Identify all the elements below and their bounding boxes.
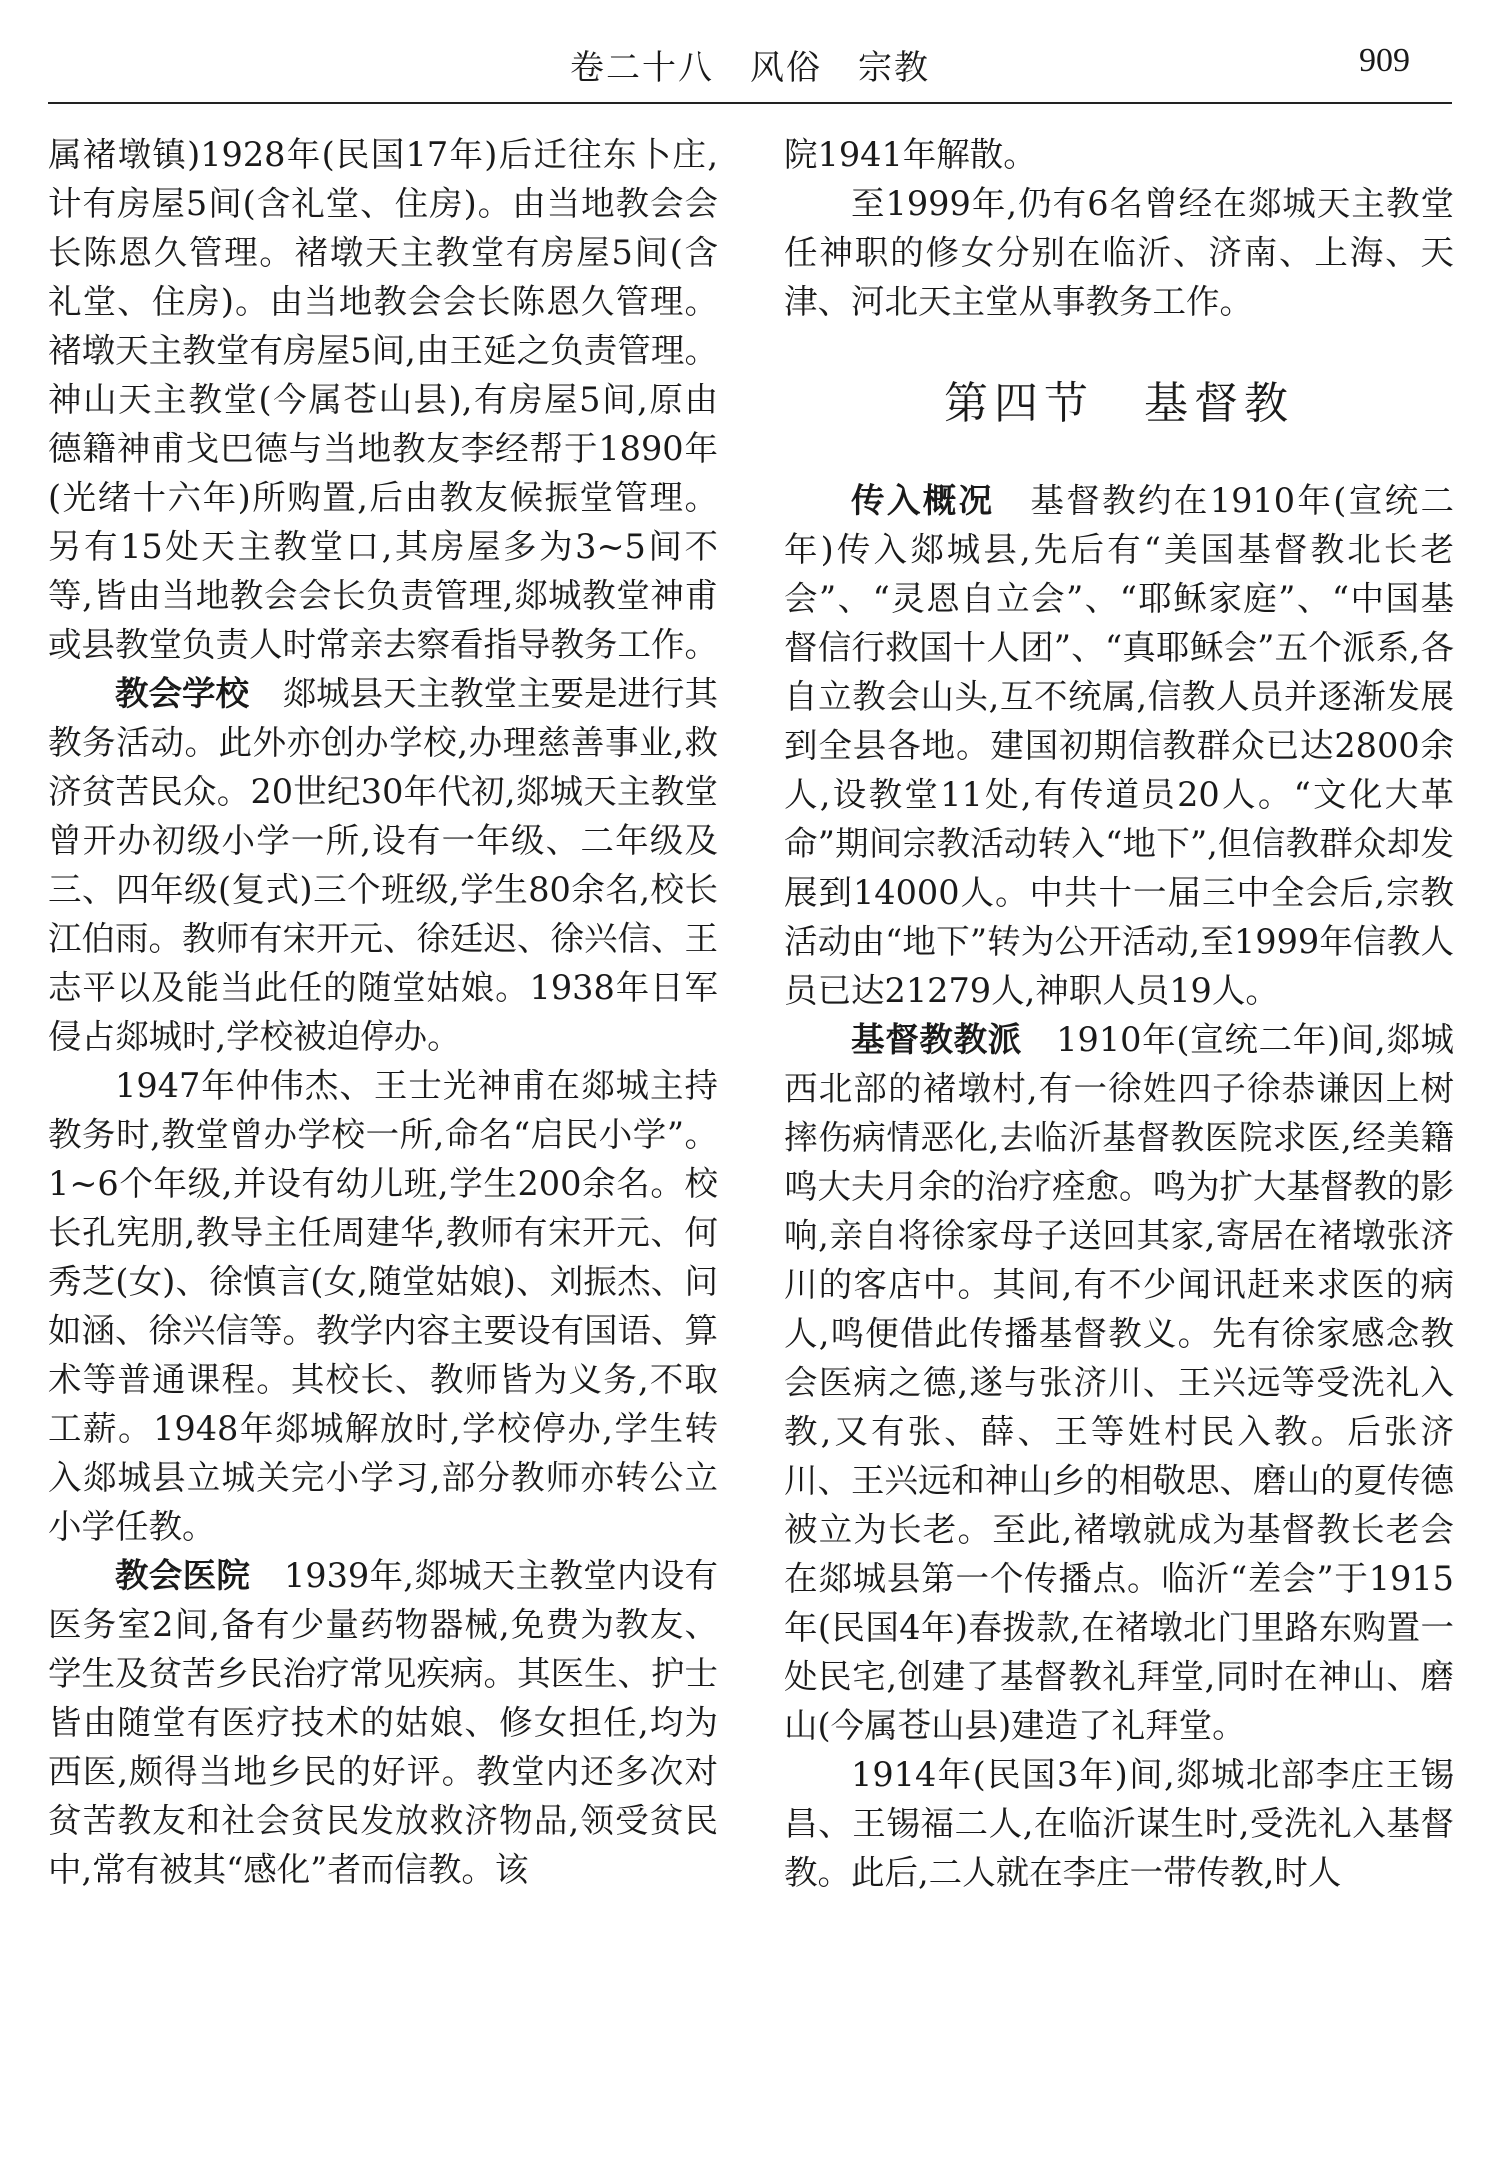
left-column	[48, 130, 718, 1894]
paragraph	[48, 1551, 718, 1894]
paragraph: 至1999年,仍有6名曾经在郯城天主教堂任神职的修女分别在临沂、济南、上海、天津、河北天主堂从事教务工作。	[784, 184, 1454, 321]
section-title: 第四节 基督教	[944, 378, 1294, 429]
paragraph-text: 1910年(宣统二年)间,郯城西北部的褚墩村,有一徐姓四子徐恭谦因上树摔伤病情恶化,去临沂基督教医院求医,经美籍鸣大夫月余的治疗痊愈。鸣为扩大基督教的影响,亲自将徐家母子送回其家,寄居在褚墩张济川的客店中。其间,有不少闻讯赶来求医的病人,鸣便借此传播基督教义。先有徐家感念教会医病之德,遂与张济川、王兴远等受洗礼入教,又有张、薛、王等姓村民入教。后张济川、王兴远和神山乡的相敬思、磨山的夏传德被立为长老。至此,褚墩就成为基督教长老会在郯城县第一个传播点。临沂“差会”于1915年(民国4年)春拨款,在褚墩北门里路东购置一处民宅,创建了基督教礼拜堂,同时在神山、磨山(今属苍山县)建造了礼拜堂。	[784, 1020, 1454, 1745]
header-rule	[48, 102, 1452, 104]
paragraph-text: 1939年,郯城天主教堂内设有医务室2间,备有少量药物器械,免费为教友、学生及贫苦乡民治疗常见疾病。其医生、护士皆由随堂有医疗技术的姑娘、修女担任,均为西医,颇得当地乡民的好评。教堂内还多次对贫苦教友和社会贫民发放救济物品,领受贫民中,常有被其“感化”者而信教。该	[48, 1556, 719, 1889]
paragraph: 属褚墩镇)1928年(民国17年)后迁往东卜庄,计有房屋5间(含礼堂、住房)。由当地教会会长陈恩久管理。褚墩天主教堂有房屋5间(含礼堂、住房)。由当地教会会长陈恩久管理。褚墩天主教堂有房屋5间,由王延之负责管理。神山天主教堂(今属苍山县),有房屋5间,原由德籍神甫戈巴德与当地教友李经帮于1890年(光绪十六年)所购置,后由教友候振堂管理。另有15处天主教堂口,其房屋多为3~5间不等,皆由当地教会会长负责管理,郯城教堂神甫或县教堂负责人时常亲去察看指导教务工作。	[48, 135, 718, 664]
paragraph	[784, 476, 1454, 1015]
paragraph-text: 郯城县天主教堂主要是进行其教务活动。此外亦创办学校,办理慈善事业,救济贫苦民众。20世纪30年代初,郯城天主教堂曾开办初级小学一所,设有一年级、二年级及三、四年级(复式)三个班级,学生80余名,校长江伯雨。教师有宋开元、徐廷迟、徐兴信、王志平以及能当此任的随堂姑娘。1938年日军侵占郯城时,学校被迫停办。	[48, 674, 718, 1056]
subheading: 传入概况	[851, 481, 995, 520]
paragraph	[48, 669, 718, 1061]
subheading: 基督教教派	[851, 1020, 1023, 1059]
page-header	[48, 0, 1452, 104]
paragraph	[784, 1015, 1454, 1750]
paragraph: 1947年仲伟杰、王士光神甫在郯城主持教务时,教堂曾办学校一所,命名“启民小学”。1~6个年级,并设有幼儿班,学生200余名。校长孔宪朋,教导主任周建华,教师有宋开元、何秀芝(女)、徐慎言(女,随堂姑娘)、刘振杰、问如涵、徐兴信等。教学内容主要设有国语、算术等普通课程。其校长、教师皆为义务,不取工薪。1948年郯城解放时,学校停办,学生转入郯城县立城关完小学习,部分教师亦转公立小学任教。	[48, 1066, 718, 1546]
page-number: 909	[1359, 42, 1410, 79]
paragraph-text: 基督教约在1910年(宣统二年)传入郯城县,先后有“美国基督教北长老会”、“灵恩自立会”、“耶稣家庭”、“中国基督信行救国十人团”、“真耶稣会”五个派系,各自立教会山头,互不统属,信教人员并逐渐发展到全县各地。建国初期信教群众已达2800余人,设教堂11处,有传道员20人。“文化大革命”期间宗教活动转入“地下”,但信教群众却发展到14000人。中共十一届三中全会后,宗教活动由“地下”转为公开活动,至1999年信教人员已达21279人,神职人员19人。	[784, 481, 1454, 1010]
paragraph: 院1941年解散。	[784, 135, 1037, 174]
right-column	[784, 130, 1454, 1897]
paragraph: 1914年(民国3年)间,郯城北部李庄王锡昌、王锡福二人,在临沂谋生时,受洗礼入基督教。此后,二人就在李庄一带传教,时人	[784, 1755, 1454, 1892]
subheading: 教会医院	[115, 1556, 251, 1595]
running-title: 卷二十八 风俗 宗教	[570, 48, 930, 88]
subheading: 教会学校	[115, 674, 249, 713]
